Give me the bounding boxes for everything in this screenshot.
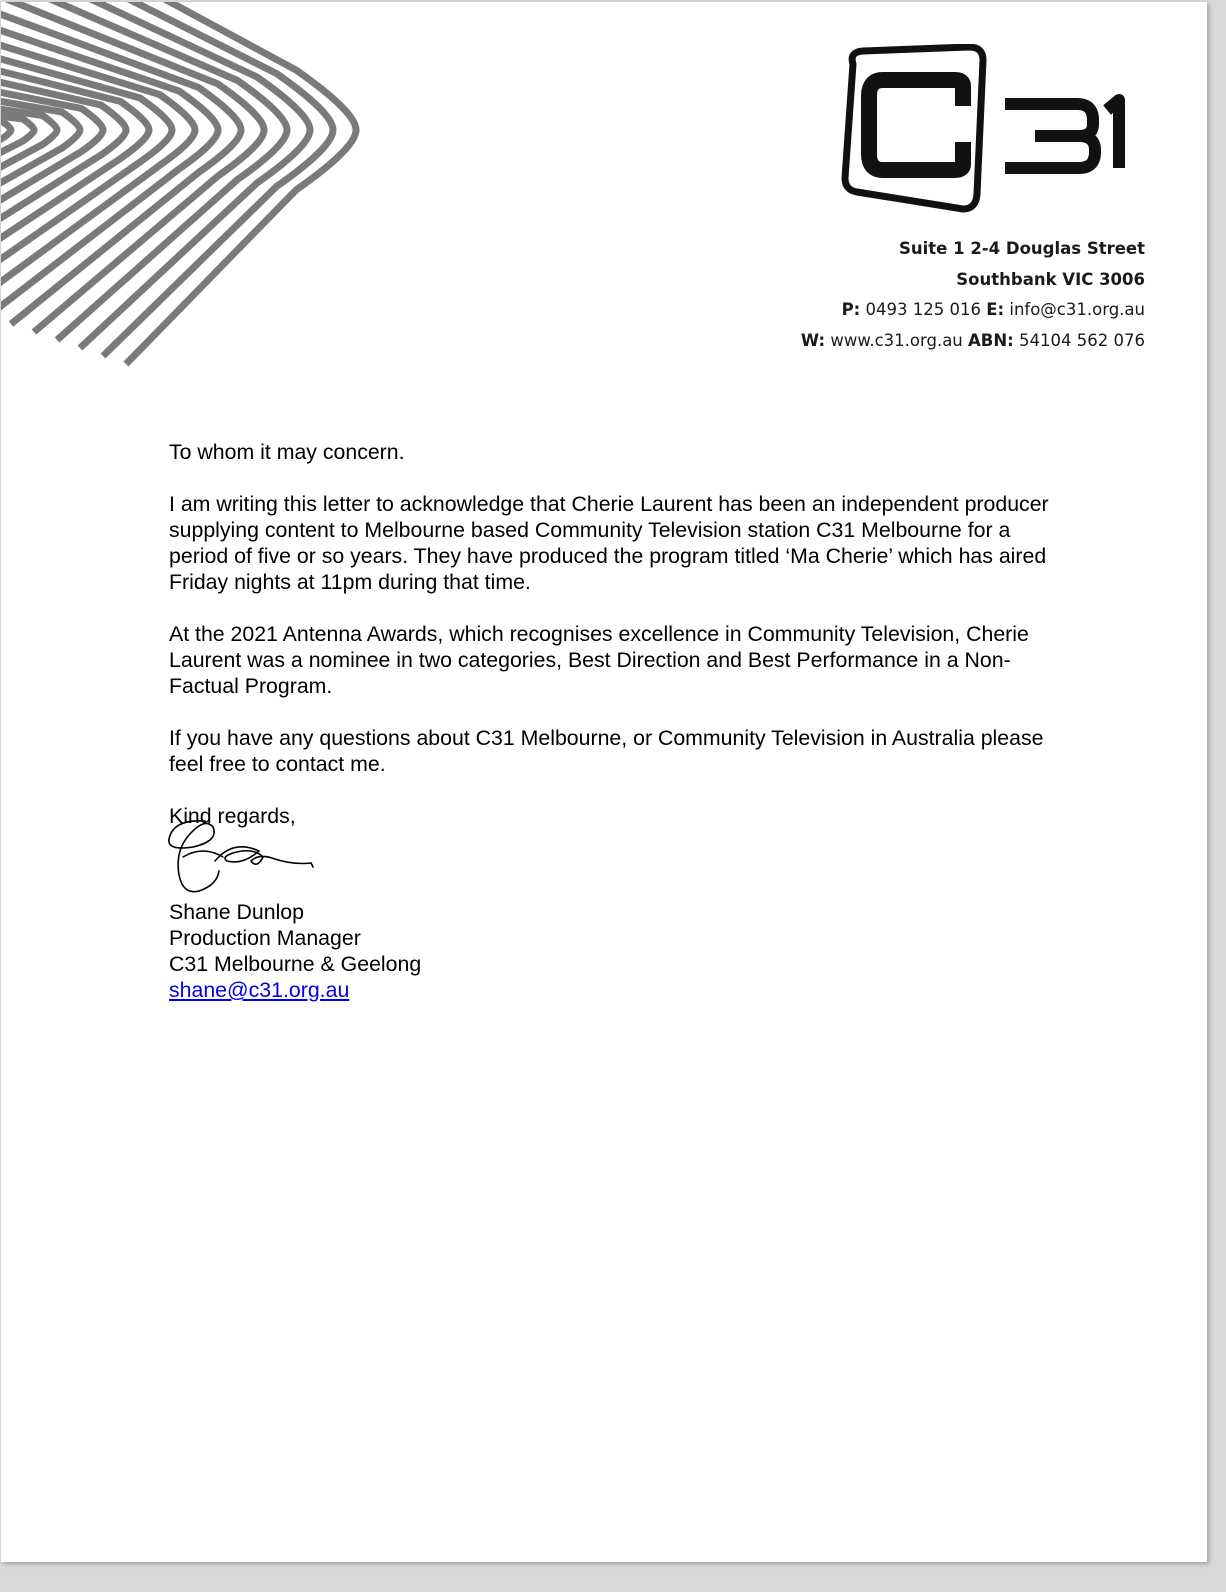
letter-page — [1, 2, 1207, 1562]
letter-body — [169, 439, 1049, 1003]
web-abn-line — [801, 326, 1145, 357]
abn-label: ABN: — [968, 330, 1014, 350]
three-digit-shape — [1005, 104, 1095, 168]
phone-value: 0493 125 016 — [865, 300, 981, 319]
web-label: W: — [800, 330, 826, 350]
one-digit-shape — [1107, 100, 1119, 168]
address-line-2: Southbank VIC 3006 — [956, 269, 1145, 289]
signatory-title: Production Manager — [169, 926, 361, 950]
web-value: www.c31.org.au — [830, 330, 963, 350]
c-letter-shape — [869, 80, 963, 170]
phone-label: P: — [841, 300, 861, 319]
email-value: info@c31.org.au — [1009, 300, 1145, 319]
paragraph-awards: At the 2021 Antenna Awards, which recognises excellence in Community Television, Cherie Laurent was a nominee in two categories, Best Direction and Best Performance in a Non-Factual Program. — [169, 622, 1029, 698]
signature-block — [169, 803, 1049, 1003]
c31-logo — [839, 44, 1131, 216]
handwritten-signature — [163, 817, 323, 901]
signatory-organisation: C31 Melbourne & Geelong — [169, 952, 422, 976]
corner-stripes-graphic — [1, 2, 371, 367]
address-line-1: Suite 1 2-4 Douglas Street — [898, 239, 1145, 258]
signatory-email-link[interactable]: shane@c31.org.au — [169, 978, 350, 1002]
signatory-name: Shane Dunlop — [169, 900, 304, 924]
letterhead-address — [801, 234, 1145, 356]
abn-value: 54104 562 076 — [1019, 330, 1145, 350]
salutation: To whom it may concern. — [169, 440, 405, 464]
paragraph-contact: If you have any questions about C31 Melbourne, or Community Television in Australia please feel free to contact me. — [169, 726, 1044, 776]
contact-line — [801, 295, 1145, 326]
closing: Kind regards, — [169, 804, 296, 828]
paragraph-intro: I am writing this letter to acknowledge that Cherie Laurent has been an independent producer supplying content to Melbourne based Community Television station C31 Melbourne for a period of five or so years. They have produced the program titled ‘Ma Cherie’ which has aired Friday nights at 11pm during that time. — [169, 492, 1049, 594]
email-label: E: — [986, 300, 1005, 319]
